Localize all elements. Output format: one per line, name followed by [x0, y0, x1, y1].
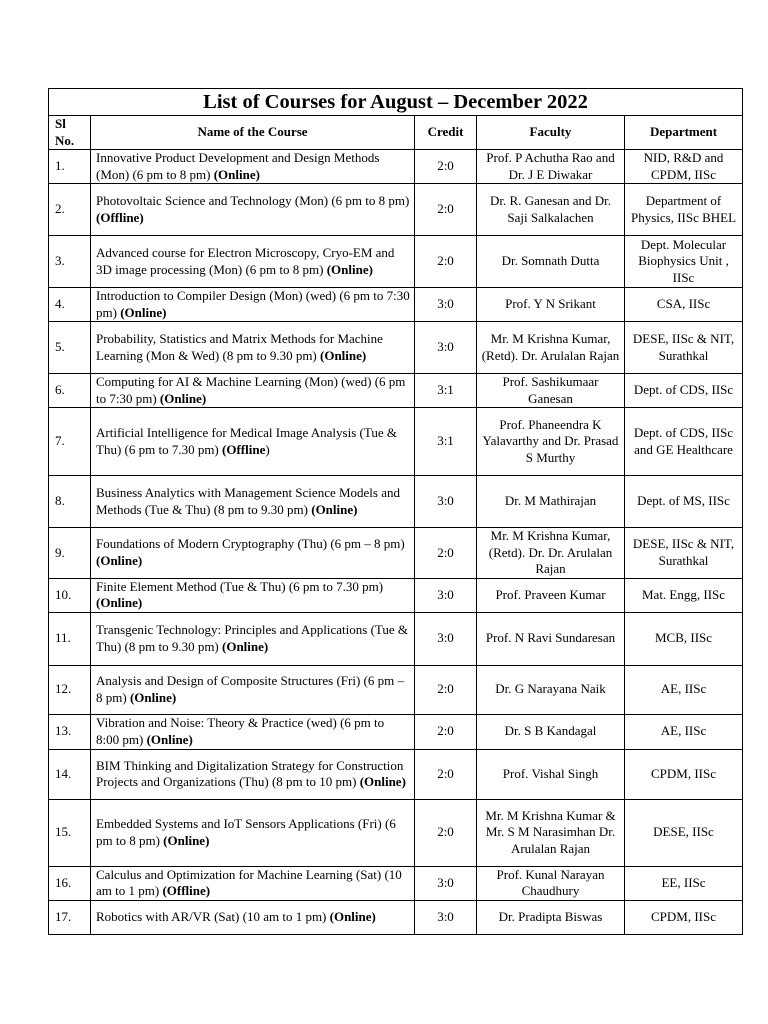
- credit: 2:0: [415, 714, 477, 749]
- header-faculty: Faculty: [477, 116, 625, 150]
- faculty: Prof. Phaneendra K Yalavarthy and Dr. Prasad S Murthy: [477, 408, 625, 476]
- course-mode: (Online): [329, 908, 376, 924]
- faculty: Prof. N Ravi Sundaresan: [477, 612, 625, 665]
- table-row: [49, 612, 743, 665]
- course-name: Transgenic Technology: Principles and Applications (Tue & Thu) (8 pm to 9.30 pm): [96, 622, 409, 654]
- table-row: [49, 665, 743, 714]
- serial-number: 3.: [49, 236, 91, 288]
- credit: 3:0: [415, 612, 477, 665]
- department: MCB, IISc: [625, 612, 743, 665]
- course-name: Photovoltaic Science and Technology (Mon) (6 pm to 8 pm): [96, 193, 410, 208]
- course-name: Advanced course for Electron Microscopy, Cryo-EM and 3D image processing (Mon) (6 pm to 8 pm): [96, 245, 395, 277]
- credit: 3:1: [415, 408, 477, 476]
- faculty: Prof. Kunal Narayan Chaudhury: [477, 866, 625, 900]
- credit: 2:0: [415, 528, 477, 579]
- faculty: Prof. Vishal Singh: [477, 749, 625, 799]
- course-name-cell: [91, 322, 415, 374]
- department: CPDM, IISc: [625, 900, 743, 934]
- course-mode: (Online): [359, 774, 406, 789]
- serial-number: 12.: [49, 665, 91, 714]
- course-mode: (Online): [311, 501, 358, 517]
- course-name-cell: [91, 612, 415, 665]
- course-name-cell: [91, 288, 415, 322]
- course-name-cell: [91, 184, 415, 236]
- course-mode: (Online): [213, 166, 260, 182]
- credit: 2:0: [415, 150, 477, 184]
- course-name: Artificial Intelligence for Medical Image Analysis (Tue & Thu) (6 pm to 7.30 pm): [96, 425, 397, 457]
- credit: 3:0: [415, 288, 477, 322]
- faculty: Mr. M Krishna Kumar & Mr. S M Narasimhan Dr. Arulalan Rajan: [477, 799, 625, 866]
- serial-number: 16.: [49, 866, 91, 900]
- course-mode: (Online): [159, 390, 207, 406]
- course-name: Business Analytics with Management Science Models and Methods (Tue & Thu) (8 pm to 9.30 pm): [96, 485, 401, 517]
- course-name: Introduction to Compiler Design (Mon) (wed) (6 pm to 7:30 pm): [96, 288, 410, 320]
- credit: 2:0: [415, 665, 477, 714]
- course-mode-suffix: ): [265, 441, 270, 457]
- serial-number: 8.: [49, 476, 91, 528]
- course-mode: (Online): [222, 638, 269, 654]
- table-row: [49, 374, 743, 408]
- credit: 3:1: [415, 374, 477, 408]
- department: Mat. Engg, IISc: [625, 578, 743, 612]
- table-row: [49, 714, 743, 749]
- course-name: BIM Thinking and Digitalization Strategy for Construction Projects and Organizations (Thu) (8 pm to 10 pm): [96, 757, 404, 789]
- table-row: [49, 288, 743, 322]
- course-mode: (Online): [146, 731, 193, 747]
- department: NID, R&D and CPDM, IISc: [625, 150, 743, 184]
- serial-number: 11.: [49, 612, 91, 665]
- table-row: [49, 578, 743, 612]
- department: Dept. of CDS, IISc: [625, 374, 743, 408]
- faculty: Prof. Y N Srikant: [477, 288, 625, 322]
- serial-number: 13.: [49, 714, 91, 749]
- course-name: Finite Element Method (Tue & Thu) (6 pm to 7.30 pm): [96, 578, 384, 594]
- credit: 3:0: [415, 322, 477, 374]
- title-row: [49, 89, 743, 116]
- course-name: Embedded Systems and IoT Sensors Applications (Fri) (6 pm to 8 pm): [96, 816, 396, 848]
- table-row: [49, 799, 743, 866]
- department: DESE, IISc & NIT, Surathkal: [625, 528, 743, 579]
- table-row: [49, 150, 743, 184]
- table-row: [49, 900, 743, 934]
- department: Department of Physics, IISc BHEL: [625, 184, 743, 236]
- table-row: [49, 236, 743, 288]
- faculty: Prof. P Achutha Rao and Dr. J E Diwakar: [477, 150, 625, 184]
- course-name-cell: [91, 749, 415, 799]
- course-name-cell: [91, 408, 415, 476]
- credit: 3:0: [415, 866, 477, 900]
- credit: 2:0: [415, 236, 477, 288]
- faculty: Dr. S B Kandagal: [477, 714, 625, 749]
- course-list-document: [48, 88, 742, 935]
- course-name-cell: [91, 665, 415, 714]
- faculty: Dr. Pradipta Biswas: [477, 900, 625, 934]
- serial-number: 5.: [49, 322, 91, 374]
- department: CPDM, IISc: [625, 749, 743, 799]
- course-table: [48, 88, 743, 935]
- faculty: Dr. G Narayana Naik: [477, 665, 625, 714]
- course-name: Innovative Product Development and Design Methods (Mon) (6 pm to 8 pm): [96, 150, 380, 182]
- course-name: Foundations of Modern Cryptography (Thu) (6 pm – 8 pm): [96, 536, 405, 552]
- serial-number: 7.: [49, 408, 91, 476]
- course-rows: [49, 150, 743, 935]
- course-name: Probability, Statistics and Matrix Methods for Machine Learning (Mon & Wed) (8 pm to 9.30 pm): [96, 331, 383, 363]
- header-credit: Credit: [415, 116, 477, 150]
- course-mode: (Online): [129, 689, 177, 705]
- table-row: [49, 322, 743, 374]
- serial-number: 2.: [49, 184, 91, 236]
- credit: 3:0: [415, 900, 477, 934]
- serial-number: 15.: [49, 799, 91, 866]
- serial-number: 17.: [49, 900, 91, 934]
- header-sl: Sl No.: [49, 116, 91, 150]
- serial-number: 6.: [49, 374, 91, 408]
- course-name: Computing for AI & Machine Learning (Mon) (wed) (6 pm to 7:30 pm): [96, 374, 406, 406]
- department: Dept. of CDS, IISc and GE Healthcare: [625, 408, 743, 476]
- course-mode: (Offline: [222, 441, 266, 457]
- credit: 2:0: [415, 184, 477, 236]
- course-name: Calculus and Optimization for Machine Learning (Sat) (10 am to 1 pm): [96, 866, 402, 898]
- course-name-cell: [91, 578, 415, 612]
- course-name: Analysis and Design of Composite Structures (Fri) (6 pm – 8 pm): [96, 673, 404, 705]
- course-name-cell: [91, 528, 415, 579]
- course-name: Vibration and Noise: Theory & Practice (wed) (6 pm to 8:00 pm): [96, 715, 385, 747]
- course-mode: (Online): [96, 595, 143, 610]
- serial-number: 9.: [49, 528, 91, 579]
- table-row: [49, 749, 743, 799]
- credit: 2:0: [415, 749, 477, 799]
- table-row: [49, 528, 743, 579]
- serial-number: 4.: [49, 288, 91, 322]
- course-name-cell: [91, 476, 415, 528]
- table-row: [49, 408, 743, 476]
- credit: 3:0: [415, 578, 477, 612]
- serial-number: 14.: [49, 749, 91, 799]
- serial-number: 10.: [49, 578, 91, 612]
- department: Dept. Molecular Biophysics Unit , IISc: [625, 236, 743, 288]
- course-name-cell: [91, 900, 415, 934]
- faculty: Mr. M Krishna Kumar, (Retd). Dr. Arulalan Rajan: [477, 322, 625, 374]
- course-mode: (Online): [163, 832, 210, 848]
- course-mode: (Online): [326, 261, 373, 277]
- course-name-cell: [91, 374, 415, 408]
- header-department: Department: [625, 116, 743, 150]
- course-mode: (Offline): [162, 883, 211, 898]
- faculty: Dr. R. Ganesan and Dr. Saji Salkalachen: [477, 184, 625, 236]
- table-row: [49, 476, 743, 528]
- faculty: Prof. Sashikumaar Ganesan: [477, 374, 625, 408]
- faculty: Dr. M Mathirajan: [477, 476, 625, 528]
- department: DESE, IISc: [625, 799, 743, 866]
- credit: 2:0: [415, 799, 477, 866]
- department: EE, IISc: [625, 866, 743, 900]
- course-mode: (Offline): [96, 209, 144, 225]
- department: Dept. of MS, IISc: [625, 476, 743, 528]
- serial-number: 1.: [49, 150, 91, 184]
- course-name-cell: [91, 799, 415, 866]
- department: DESE, IISc & NIT, Surathkal: [625, 322, 743, 374]
- faculty: Dr. Somnath Dutta: [477, 236, 625, 288]
- course-mode: (Online): [120, 304, 167, 320]
- course-name-cell: [91, 150, 415, 184]
- page-title: List of Courses for August – December 2022: [49, 89, 743, 116]
- department: AE, IISc: [625, 714, 743, 749]
- course-name-cell: [91, 714, 415, 749]
- course-mode: (Online): [320, 347, 367, 363]
- credit: 3:0: [415, 476, 477, 528]
- course-name-cell: [91, 236, 415, 288]
- faculty: Prof. Praveen Kumar: [477, 578, 625, 612]
- course-name: Robotics with AR/VR (Sat) (10 am to 1 pm): [96, 908, 330, 924]
- table-row: [49, 866, 743, 900]
- header-course-name: Name of the Course: [91, 116, 415, 150]
- course-name-cell: [91, 866, 415, 900]
- course-mode: (Online): [96, 552, 143, 568]
- header-row: [49, 116, 743, 150]
- faculty: Mr. M Krishna Kumar, (Retd). Dr. Dr. Arulalan Rajan: [477, 528, 625, 579]
- department: CSA, IISc: [625, 288, 743, 322]
- department: AE, IISc: [625, 665, 743, 714]
- table-row: [49, 184, 743, 236]
